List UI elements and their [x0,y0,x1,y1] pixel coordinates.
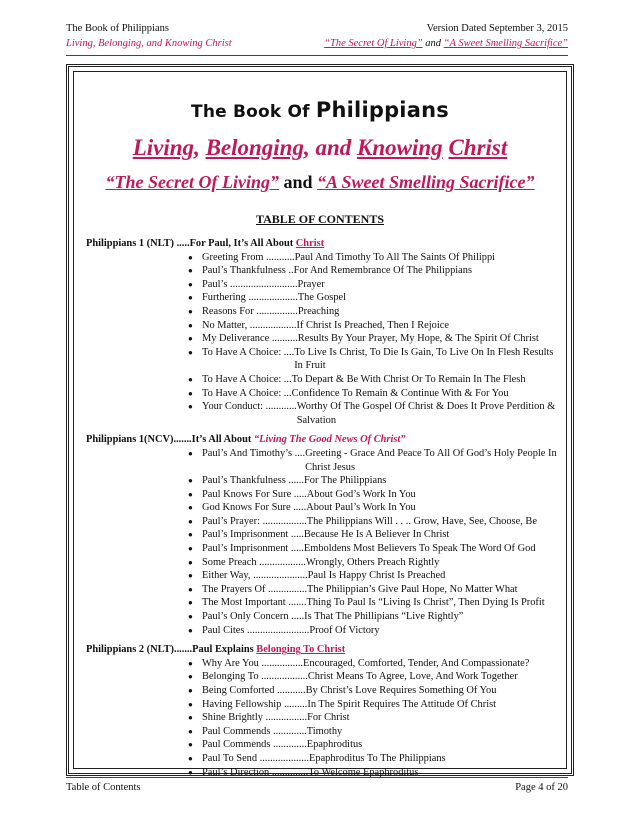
header-rule [66,55,568,56]
book-title-main: Philippians [315,98,449,122]
toc-entry-description: Is That The Phillipians “Live Rightly” [304,611,464,623]
bullet-icon: ● [188,686,193,695]
toc-entry-description: For And Remembrance Of The Philippians [293,265,473,277]
page-header [66,21,568,51]
toc-entry [86,400,558,427]
toc-entry [86,596,558,610]
bullet-icon: ● [188,320,193,330]
toc-body [86,237,558,779]
toc-entry-description: Prayer [297,278,325,290]
bullet-icon: ● [188,571,193,581]
bullet-icon: ● [188,374,193,384]
toc-entry [86,447,558,474]
bullet-icon: ● [188,625,193,635]
toc-entry-label: The Prayers Of ............... [202,583,308,595]
toc-entry-label: The Most Important ....... [202,597,307,609]
toc-entry-description: The Philippian’s Give Paul Hope, No Matter What [307,583,518,595]
toc-entry [86,488,558,502]
toc-section-heading [86,433,558,447]
toc-entry [86,346,558,373]
toc-entry-label: Your Conduct: ............ [202,401,297,413]
toc-entry-label: Paul’s Imprisonment ..... [202,543,304,555]
toc-entry-label: Paul’s Prayer: ................. [202,515,307,527]
header-quote-2: “A Sweet Smelling Sacrifice” [443,38,568,49]
header-quotes [324,36,568,51]
quote-secret-of-living: “The Secret Of Living” [105,172,279,192]
toc-entry [86,738,558,752]
toc-entry [86,684,558,698]
toc-heading: TABLE OF CONTENTS [255,212,385,226]
toc-entry-label: No Matter, .................. [202,319,297,331]
toc-entry-description: The Philippians Will . . .. Grow, Have, See, Choose, Be [306,515,537,527]
section-title: For Paul, It’s All About [189,238,296,249]
toc-entry-description: About Paul’s Work In You [306,502,416,514]
bullet-icon: ● [188,530,193,540]
toc-entry-description: In The Spirit Requires The Attitude Of Christ [307,698,497,710]
toc-entry-label: Reasons For ................ [202,305,298,317]
section-title-highlight: “Living The Good News Of Christ” [253,434,406,446]
toc-entry-label: Furthering ................... [202,292,298,304]
bullet-icon: ● [188,279,193,289]
section-title-highlight: Christ [295,238,325,249]
toc-entry-label: Why Are You ................ [202,657,304,669]
toc-entry-label: Paul’s Thankfulness .. [202,265,294,277]
section-title: It’s All About [191,434,254,446]
toc-entry-description: Epaphroditus [306,739,363,751]
toc-entry-label: Greeting From ........... [202,251,295,263]
toc-entry-label: Paul’s Only Concern ..... [202,611,305,623]
bullet-icon: ● [188,448,193,458]
content-frame [66,64,574,776]
bullet-icon: ● [188,306,193,316]
toc-entry [86,711,558,725]
footer-section: Table of Contents [66,782,141,793]
toc-entry [86,752,558,766]
toc-entry-label: To Have A Choice: .... [202,346,295,358]
toc-entry [86,556,558,570]
header-book-title: The Book of Philippians [66,23,169,34]
bullet-icon: ● [188,713,193,723]
section-reference: Philippians 1 (NLT) ..... [86,238,190,249]
toc-entry-description: The Gospel [297,292,347,304]
toc-section-heading [86,237,558,251]
toc-entry-description: If Christ Is Preached, Then I Rejoice [296,319,449,331]
bullet-icon: ● [188,489,193,499]
toc-entry-label: Paul’s And Timothy’s .... [202,447,306,459]
content-inner-frame [73,71,567,778]
toc-entry [86,725,558,739]
bullet-icon: ● [188,402,193,412]
toc-entry [86,583,558,597]
bullet-icon: ● [188,544,193,554]
section-title: Paul Explains [192,644,257,656]
toc-entry-description: Timothy [306,725,343,737]
toc-entry-description: Paul Is Happy Christ Is Preached [307,570,446,582]
toc-entry-description: For The Philippians [303,475,387,487]
quote-and: and [278,172,317,192]
toc-entry [86,501,558,515]
toc-entry-description: To Depart & Be With Christ Or To Remain In The Flesh [291,373,526,385]
toc-entry [86,332,558,346]
toc-entry [86,698,558,712]
toc-entry-description: Encouraged, Comforted, Tender, And Compassionate? [303,657,530,669]
bullet-icon: ● [188,516,193,526]
toc-entry [86,670,558,684]
toc-entry-label: Paul’s Imprisonment ..... [202,529,304,541]
section-title-highlight: Belonging To Christ [256,644,346,656]
toc-entry [86,264,558,278]
toc-entry-description: By Christ’s Love Requires Something Of You [305,685,497,696]
toc-entry [86,542,558,556]
quote-sweet-smelling-sacrifice: “A Sweet Smelling Sacrifice” [317,172,535,192]
toc-section-heading [86,643,558,657]
toc-entry-description: About God’s Work In You [306,488,416,500]
toc-entry-description: Thing To Paul Is “Living Is Christ”, Then Dying Is Profit [306,597,545,609]
bullet-icon: ● [188,740,193,750]
toc-entry-label: Shine Brightly ................ [202,712,308,724]
header-version: Version Dated September 3, 2015 [426,23,568,34]
bullet-icon: ● [188,557,193,567]
bullet-icon: ● [188,347,193,357]
bullet-icon: ● [188,672,193,682]
toc-entry-description: Emboldens Most Believers To Speak The Word Of God [303,543,536,555]
toc-entry-label: Having Fellowship ......... [202,698,308,710]
subtitle-sep-2: , and [303,135,358,160]
toc-entry-label: To Have A Choice: ... [202,373,292,385]
toc-entry [86,251,558,265]
toc-entry [86,278,558,292]
quote-subtitle [74,172,566,193]
book-title-prefix: The Book Of [191,102,316,122]
toc-entry [86,319,558,333]
toc-entry-label: Paul Cites ........................ [202,624,310,636]
section-reference: Philippians 1(NCV)....... [86,434,192,446]
toc-entry-label: Paul Commends ............. [202,739,307,751]
toc-entry-label: God Knows For Sure ..... [202,502,307,514]
subtitle-christ: Christ [448,135,508,160]
bullet-icon: ● [188,767,193,777]
toc-entry-description: To Live Is Christ, To Die Is Gain, To Live On In Flesh Results In Fruit [294,346,554,372]
toc-entry [86,305,558,319]
toc-entry-label: Being Comforted ........... [202,685,306,696]
toc-entry-label: My Deliverance .......... [202,333,298,345]
footer-page-number: Page 4 of 20 [515,782,568,793]
toc-entry-label: Paul’s Thankfulness ...... [202,475,304,487]
toc-entry [86,474,558,488]
toc-entry-description: To Welcome Epaphroditus [308,766,419,778]
toc-entry-description: Preaching [297,305,340,317]
toc-entry-description: Results By Your Prayer, My Hope, & The Spirit Of Christ [297,333,539,345]
toc-entry-description: Confidence To Remain & Continue With & For You [291,387,509,399]
toc-entry [86,528,558,542]
main-subtitle [74,135,566,161]
toc-entry [86,291,558,305]
toc-entry [86,569,558,583]
toc-entry-label: Paul Commends ............. [202,725,307,737]
bullet-icon: ● [188,612,193,622]
bullet-icon: ● [188,266,193,276]
subtitle-belonging: Belonging [205,135,304,160]
subtitle-living: Living [132,135,195,160]
toc-entry-label: Paul’s .......................... [202,278,298,290]
toc-entry-description: Wrongly, Others Preach Rightly [305,556,440,568]
bullet-icon: ● [188,753,193,763]
toc-entry-label: Paul’s Direction .............. [202,766,309,778]
toc-entry-label: Some Preach .................. [202,556,306,568]
page-footer [66,782,568,793]
toc-entry [86,624,558,638]
bullet-icon: ● [188,584,193,594]
toc-entry [86,515,558,529]
toc-entry-description: Because He Is A Believer In Christ [303,529,450,541]
header-quote-1: “The Secret Of Living” [324,38,423,49]
section-reference: Philippians 2 (NLT)....... [86,644,193,656]
book-title [74,98,566,122]
toc-entry [86,387,558,401]
subtitle-knowing: Knowing [357,135,443,160]
footer-rule [66,777,568,778]
toc-entry-label: Paul To Send ................... [202,752,310,764]
toc-entry-label: Belonging To .................. [202,671,308,683]
bullet-icon: ● [188,334,193,344]
bullet-icon: ● [188,598,193,608]
toc-entry [86,373,558,387]
toc-entry-description: Proof Of Victory [309,624,380,636]
bullet-icon: ● [188,699,193,709]
header-and: and [422,38,444,49]
bullet-icon: ● [188,252,193,262]
toc-entry-description: Worthy Of The Gospel Of Christ & Does It Prove Perdition & Salvation [296,401,556,426]
toc-entry-description: For Christ [307,712,350,724]
bullet-icon: ● [188,293,193,303]
bullet-icon: ● [188,658,193,668]
header-subtitle: Living, Belonging, and Knowing Christ [66,38,232,49]
toc-entry-description: Paul And Timothy To All The Saints Of Philippi [294,251,496,263]
toc-entry-label: Paul Knows For Sure ..... [202,488,307,500]
toc-entry [86,657,558,671]
toc-entry-label: To Have A Choice: ... [202,387,292,399]
toc-entry-description: Christ Means To Agree, Love, And Work Together [307,671,518,683]
toc-entry-label: Either Way, ..................... [202,570,308,582]
bullet-icon: ● [188,388,193,398]
toc-entry-description: Epaphroditus To The Philippians [309,752,446,764]
bullet-icon: ● [188,476,193,486]
toc-entry [86,610,558,624]
bullet-icon: ● [188,503,193,513]
subtitle-sep-1: , [194,135,206,160]
bullet-icon: ● [188,726,193,736]
toc-entry-description: Greeting - Grace And Peace To All Of God’s Holy People In Christ Jesus [305,447,557,473]
